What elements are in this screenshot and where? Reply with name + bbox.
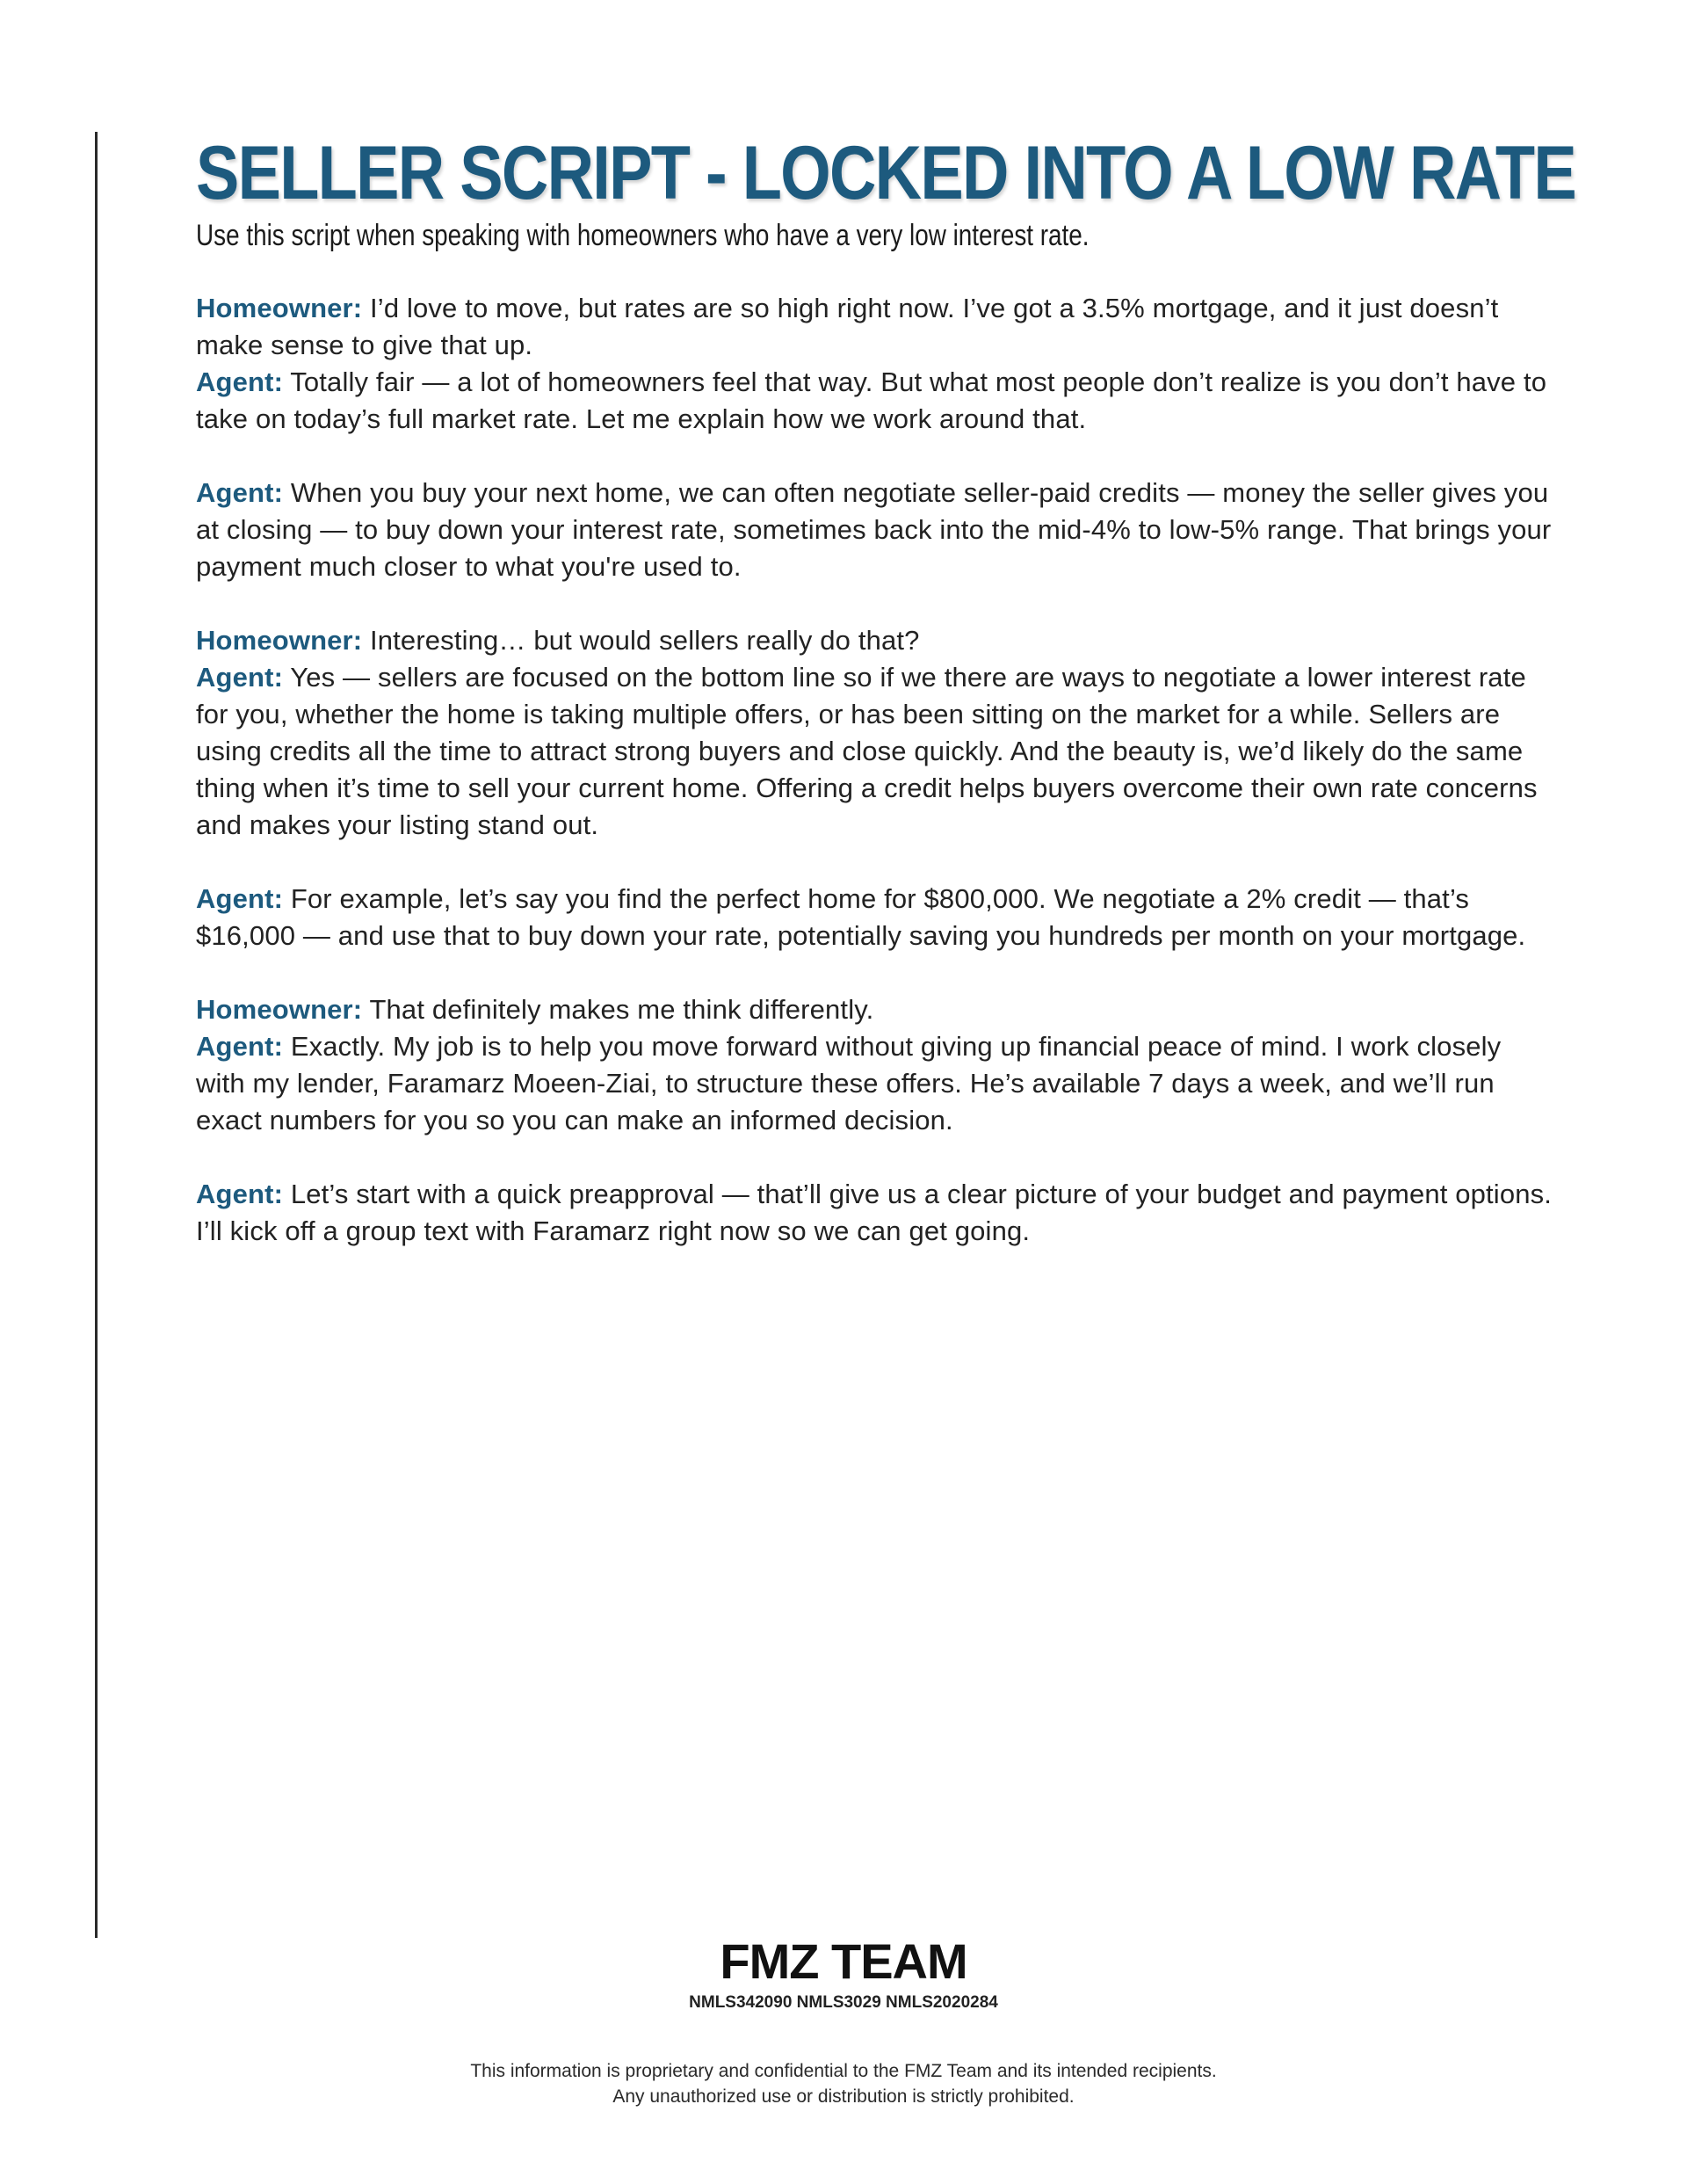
- dialogue-line: [196, 1176, 1553, 1250]
- dialogue-text: Interesting… but would sellers really do that?: [370, 625, 920, 656]
- dialogue-line: [196, 991, 1553, 1028]
- dialogue-line: [196, 622, 1553, 659]
- dialogue-text: That definitely makes me think differently.: [369, 994, 874, 1025]
- dialogue-line: [196, 1028, 1553, 1139]
- dialogue-block-4: [196, 881, 1553, 954]
- dialogue-block-3: [196, 622, 1553, 844]
- disclaimer-line: This information is proprietary and confidential to the FMZ Team and its intended recipients.: [470, 2061, 1217, 2081]
- nmls-numbers: NMLS342090 NMLS3029 NMLS2020284: [689, 1993, 998, 2012]
- dialogue-text: When you buy your next home, we can often negotiate seller-paid credits — money the seller gives you at closing — to buy down your interest rate, sometimes back into the mid-4% to low-5% range. That brings your payment much closer to what you're used to.: [196, 477, 1552, 582]
- dialogue-block-6: [196, 1176, 1553, 1250]
- speaker-label: Agent:: [196, 1031, 284, 1062]
- dialogue-block-1: [196, 290, 1553, 438]
- dialogue-block-5: [196, 991, 1553, 1139]
- dialogue-text: Totally fair — a lot of homeowners feel that way. But what most people don’t realize is you don’t have to take on today’s full market rate. Let me explain how we work around that.: [196, 366, 1547, 434]
- dialogue-line: [196, 659, 1553, 844]
- speaker-label: Agent:: [196, 1179, 284, 1209]
- speaker-label: Homeowner:: [196, 293, 363, 323]
- speaker-label: Agent:: [196, 477, 284, 508]
- page-subtitle: Use this script when speaking with homeowners who have a very low interest rate.: [196, 219, 1090, 252]
- dialogue-text: Yes — sellers are focused on the bottom line so if we there are ways to negotiate a lower interest rate for you, whether the home is taking multiple offers, or has been sitting on the market for a while. Sellers are using credits all the time to attract strong buyers and close quickly. And the beauty is, we’d likely do the same thing when it’s time to sell your current home. Offering a credit helps buyers overcome their own rate concerns and makes your listing stand out.: [196, 662, 1538, 840]
- speaker-label: Homeowner:: [196, 625, 363, 656]
- disclaimer-line: Any unauthorized use or distribution is strictly prohibited.: [612, 2086, 1075, 2107]
- speaker-label: Agent:: [196, 883, 284, 914]
- dialogue-text: Exactly. My job is to help you move forward without giving up financial peace of mind. I work closely with my lender, Faramarz Moeen-Ziai, to structure these offers. He’s available 7 days a week, and we’ll run exact numbers for you so you can make an informed decision.: [196, 1031, 1502, 1136]
- speaker-label: Homeowner:: [196, 994, 363, 1025]
- left-vertical-rule: [95, 132, 98, 1938]
- dialogue-text: I’d love to move, but rates are so high right now. I’ve got a 3.5% mortgage, and it just doesn’t make sense to give that up.: [196, 293, 1499, 360]
- dialogue-text: For example, let’s say you find the perfect home for $800,000. We negotiate a 2% credit — that’s $16,000 — and use that to buy down your rate, potentially saving you hundreds per month on your mortgage.: [196, 883, 1526, 951]
- brand-logo-text: FMZ TEAM: [720, 1934, 967, 1989]
- confidentiality-disclaimer: [0, 2058, 1687, 2109]
- dialogue-line: [196, 364, 1553, 438]
- document-body: [196, 130, 1575, 1287]
- dialogue-text: Let’s start with a quick preapproval — that’ll give us a clear picture of your budget and payment options. I’ll kick off a group text with Faramarz right now so we can get going.: [196, 1179, 1553, 1246]
- speaker-label: Agent:: [196, 366, 284, 397]
- dialogue-block-2: [196, 475, 1553, 585]
- dialogue-line: [196, 475, 1553, 585]
- page-title: SELLER SCRIPT - LOCKED INTO A LOW RATE: [196, 131, 1575, 215]
- dialogue-line: [196, 881, 1553, 954]
- dialogue-line: [196, 290, 1553, 364]
- speaker-label: Agent:: [196, 662, 284, 693]
